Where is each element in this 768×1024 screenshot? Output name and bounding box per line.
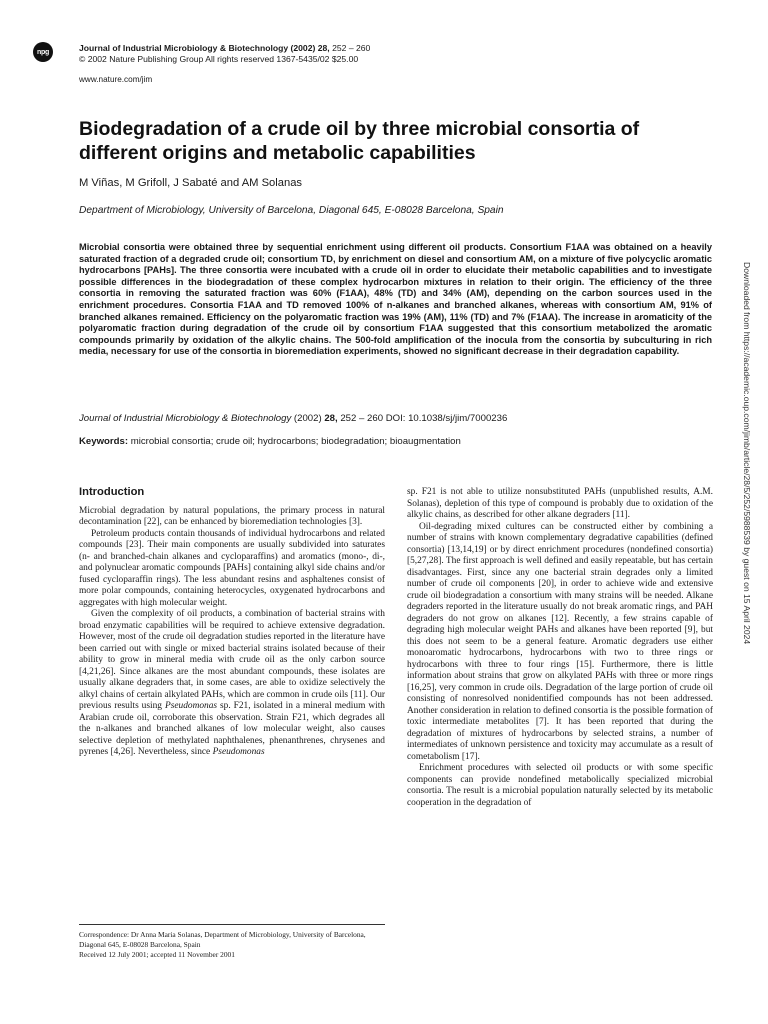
- genus-name: Pseudomonas: [212, 747, 265, 757]
- download-watermark: [740, 262, 754, 762]
- keywords: [79, 436, 719, 447]
- journal-pages: 252 – 260: [332, 43, 371, 53]
- paragraph: Microbial degradation by natural populations, the primary process in natural decontamination [22], can be enhanced by bioremediation technologies [3].: [79, 505, 385, 527]
- keywords-list: microbial consortia; crude oil; hydrocarbons; biodegradation; bioaugmentation: [130, 436, 461, 447]
- citation-year: (2002): [293, 413, 322, 424]
- paragraph-text: Given the complexity of oil products, a combination of bacterial strains with broad enzymatic capabilities will be required to achieve extensive degradation. However, most of the crude oil degradation studies reported in the literature have been carried out with single or mixed bacterial strains isolated because of their ability to grow in mineral media with crude oil as the only carbon source [4,21,26]. Since alkanes are the most abundant compounds, these isolates are usually alkane degraders that, in some cases, are able to oxidize selectively the alkyl chains of certain alkylated PAHs, which are common in crude oils [11]. Our previous results using: [79, 609, 385, 711]
- paragraph: Oil-degrading mixed cultures can be constructed either by combining a number of strains with known complementary degradative capabilities (defined consortia) [13,14,19] or by direct enrichment procedures (nondefined consortia) [5,27,28]. The first approach is well defined and easily repeatable, but has certain disadvantages. First, since any one bacterial strain degrades only a limited number of crude oil components [20], in order to achieve wide and extensive crude oil biodegradation a consortium with many strains will be needed. Alkane degraders reported in the literature usually do not break aromatic rings, and PAH degraders do not grow on alkanes [12]. Recently, a few strains capable of degrading high molecular weight PAHs and alkanes have been reported [9], but this does not seem to be a general feature. Aromatic degraders use either monoaromatic hydrocarbons, hydrocarbons with two to three rings or hydrocarbons with three to four rings [15]. Furthermore, there is little information about strains that grow on alkylated PAHs with three or more rings [16,25], very common in crude oils. Degradation of the large portion of crude oil consisting of nonresolved nonidentified compounds has not been addressed. Another consideration in relation to defined consortia is the possible formation of toxic intermediate metabolites [7]. It has been reported that during the degradation of mixtures of hydrocarbons by selected strains, a number of intermediates of unknown persistence and toxicity may accumulate as a result of cometabolism [17].: [407, 521, 713, 762]
- publisher-logo: npg: [33, 42, 53, 62]
- received-dates: Received 12 July 2001; accepted 11 November 2001: [79, 950, 235, 959]
- paragraph: [79, 609, 385, 759]
- article-title: Biodegradation of a crude oil by three microbial consortia of different origins and metabolic capabilities: [79, 118, 640, 164]
- section-heading-introduction: Introduction: [79, 486, 145, 498]
- correspondence-text: Correspondence: Dr Anna Maria Solanas, Department of Microbiology, University of Barcelona, Diagonal 645, E-08028 Barcelona, Spain: [79, 930, 366, 949]
- genus-name: Pseudomonas: [164, 701, 218, 711]
- author-list: M Viñas, M Grifoll, J Sabaté and AM Solanas: [79, 177, 303, 189]
- abstract: Microbial consortia were obtained three by sequential enrichment using different oil products. Consortium F1AA was obtained on a heavily saturated fraction of a degraded crude oil; consortium TD, by enrichment on diesel and consortium AM, on a mixture of five polycyclic aromatic hydrocarbons [PAHs]. The three consortia were incubated with a crude oil in order to elucidate their metabolic capabilities and to investigate possible differences in the biodegradation of these complex hydrocarbon mixtures in relation to their origin. The efficiency of the three consortia in removing the saturated fraction was 60% (F1AA), 48% (TD) and 34% (AM), depending on the carbon sources used in the enrichment procedures. Consortia F1AA and TD removed 100% of n-alkanes and branched alkanes, whereas with consortium AM, 91% of branched alkanes remained. Efficiency on the polyaromatic fraction was 19% (AM), 11% (TD) and 7% (F1AA). The increase in aromaticity of the polyaromatic fraction during degradation of the crude oil by consortium F1AA suggested that this consortium metabolized the aromatic compounds primarily by oxidation of the alkylic chains. The 500-fold amplification of the inocula from the consortia by subculturing in rich media, necessary for use of the consortia in bioremediation experiments, showed no significant decrease in their degradation capability.: [79, 242, 712, 357]
- journal-name: Journal of Industrial Microbiology & Biotechnology: [79, 43, 289, 53]
- citation-journal: Journal of Industrial Microbiology & Biotechnology: [79, 413, 292, 424]
- journal-year: (2002): [290, 43, 316, 53]
- citation-doi[interactable]: 252 – 260 DOI: 10.1038/sj/jim/7000236: [340, 413, 508, 424]
- affiliation: Department of Microbiology, University of Barcelona, Diagonal 645, E-08028 Barcelona, Spain: [79, 205, 504, 216]
- paragraph: Enrichment procedures with selected oil products or with some specific components can provide nondefined metabolically specialized microbial consortia. The result is a microbial population naturally selected by its metabolic cooperation in the degradation of: [407, 763, 713, 808]
- article-citation: [79, 413, 719, 424]
- right-column: [407, 487, 713, 809]
- paragraph: sp. F21 is not able to utilize nonsubstituted PAHs (unpublished results, A.M. Solanas), depletion of this type of compound is probably due to oxidation of the alkylic chains, as described for other alkane degraders [11].: [407, 487, 713, 520]
- copyright-line: © 2002 Nature Publishing Group All rights reserved 1367-5435/02 $25.00: [79, 54, 359, 64]
- download-notice-text[interactable]: Downloaded from https://academic.oup.com/jimb/article/28/5/252/5988539 by guest on 15 April 2024: [742, 262, 752, 645]
- paragraph-text: sp. F21, isolated in a mineral medium with Arabian crude oil, corroborate this observation. Strain F21, which degrades all the n-alkanes and branched alkanes of low molecular weight, also causes selective depletion of methylated naphthalenes, phenanthrenes, chrysenes and pyrenes [4,26]. Nevertheless, since: [79, 701, 385, 757]
- correspondence-footnote: [79, 924, 385, 960]
- left-column: [79, 487, 385, 759]
- paragraph: Petroleum products contain thousands of individual hydrocarbons and related compounds [23]. Their main components are usually subdivided into saturates (n- and branched-chain alkanes and cycloparaffins) and aromatics (mono-, di-, and polynuclear aromatic compounds [PAHs] containing alkyl side chains and/or fused cycloparaffin rings). The less abundant resins and asphaltenes consist of more polar compounds, containing heterocycles, oxygenated hydrocarbons and aggregates with high molecular weight.: [79, 528, 385, 608]
- journal-citation-line: [79, 43, 370, 54]
- journal-url[interactable]: www.nature.com/jim: [79, 75, 153, 84]
- citation-volume: 28,: [324, 413, 338, 424]
- keywords-label: Keywords:: [79, 436, 129, 447]
- journal-volume: 28,: [317, 43, 330, 53]
- journal-header: [79, 43, 370, 65]
